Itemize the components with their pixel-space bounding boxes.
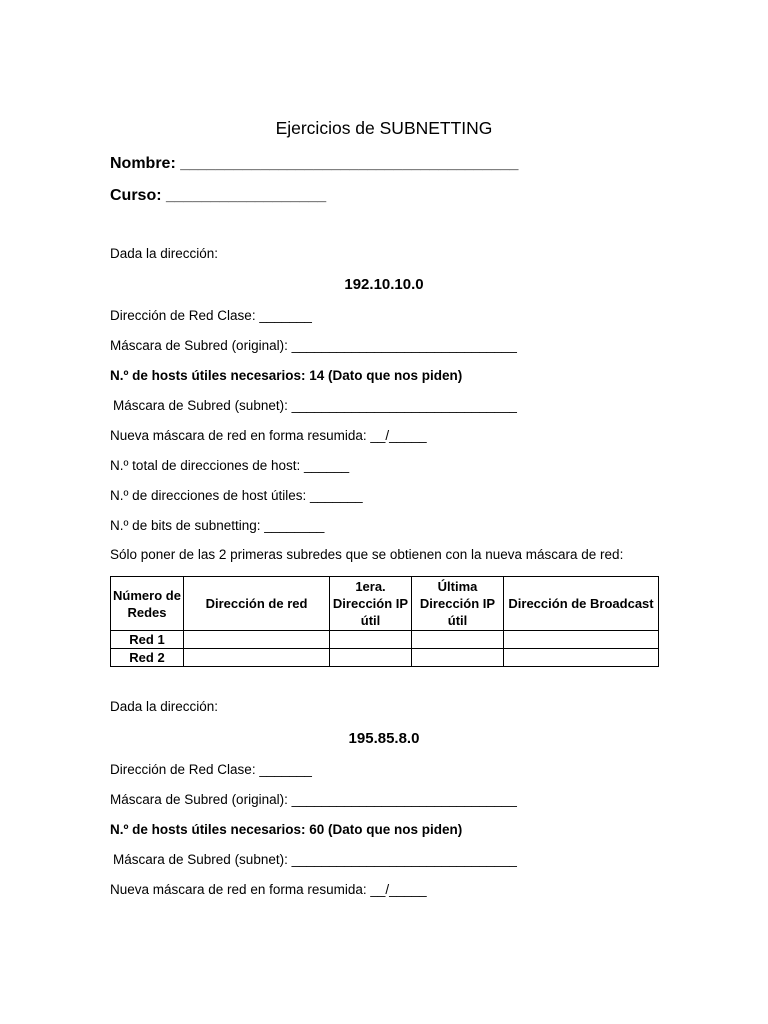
header-broadcast: Dirección de Broadcast <box>504 577 659 631</box>
exercise2-intro: Dada la dirección: <box>110 699 219 714</box>
exercise1-intro: Dada la dirección: <box>110 246 219 261</box>
exercise2-prefix-mask: Nueva máscara de red en forma resumida: __/_____ <box>110 882 427 897</box>
subnet-table <box>110 576 659 667</box>
exercise1-subnet-mask: Máscara de Subred (subnet): ______________________________ <box>113 398 517 413</box>
first-ip-cell[interactable] <box>330 649 412 667</box>
broadcast-cell[interactable] <box>504 649 659 667</box>
table-row <box>111 649 659 667</box>
exercise2-hosts-needed: N.º de hosts útiles necesarios: 60 (Dato que nos piden) <box>110 822 463 837</box>
broadcast-cell[interactable] <box>504 631 659 649</box>
table-header-row <box>111 577 659 631</box>
exercise1-table-instruction: Sólo poner de las 2 primeras subredes que se obtienen con la nueva máscara de red: <box>110 547 624 562</box>
exercise2-network-class: Dirección de Red Clase: _______ <box>110 762 312 777</box>
table-row <box>111 631 659 649</box>
header-first-ip: 1era. Dirección IP útil <box>330 577 412 631</box>
network-address-cell[interactable] <box>184 631 330 649</box>
exercise2-original-mask: Máscara de Subred (original): ______________________________ <box>110 792 517 807</box>
exercise1-total-hosts: N.º total de direcciones de host: ______ <box>110 458 350 473</box>
name-field: Nombre: ______________________________________ <box>110 155 519 172</box>
exercise1-address: 192.10.10.0 <box>344 276 424 293</box>
header-last-ip: Última Dirección IP útil <box>412 577 504 631</box>
exercise1-original-mask: Máscara de Subred (original): ______________________________ <box>110 338 517 353</box>
row-label: Red 2 <box>111 649 184 667</box>
exercise1-usable-hosts: N.º de direcciones de host útiles: _______ <box>110 488 363 503</box>
course-field: Curso: __________________ <box>110 187 327 204</box>
worksheet-page <box>110 117 658 899</box>
first-ip-cell[interactable] <box>330 631 412 649</box>
row-label: Red 1 <box>111 631 184 649</box>
last-ip-cell[interactable] <box>412 649 504 667</box>
exercise1-hosts-needed: N.º de hosts útiles necesarios: 14 (Dato que nos piden) <box>110 368 463 383</box>
exercise1-prefix-mask: Nueva máscara de red en forma resumida: __/_____ <box>110 428 427 443</box>
exercise1-network-class: Dirección de Red Clase: _______ <box>110 308 312 323</box>
last-ip-cell[interactable] <box>412 631 504 649</box>
exercise1-subnet-bits: N.º de bits de subnetting: ________ <box>110 518 325 533</box>
network-address-cell[interactable] <box>184 649 330 667</box>
page-title: Ejercicios de SUBNETTING <box>275 118 493 138</box>
exercise2-subnet-mask: Máscara de Subred (subnet): ______________________________ <box>113 852 517 867</box>
exercise2-address: 195.85.8.0 <box>348 730 420 747</box>
header-network-address: Dirección de red <box>184 577 330 631</box>
header-network-number: Número de Redes <box>111 577 184 631</box>
